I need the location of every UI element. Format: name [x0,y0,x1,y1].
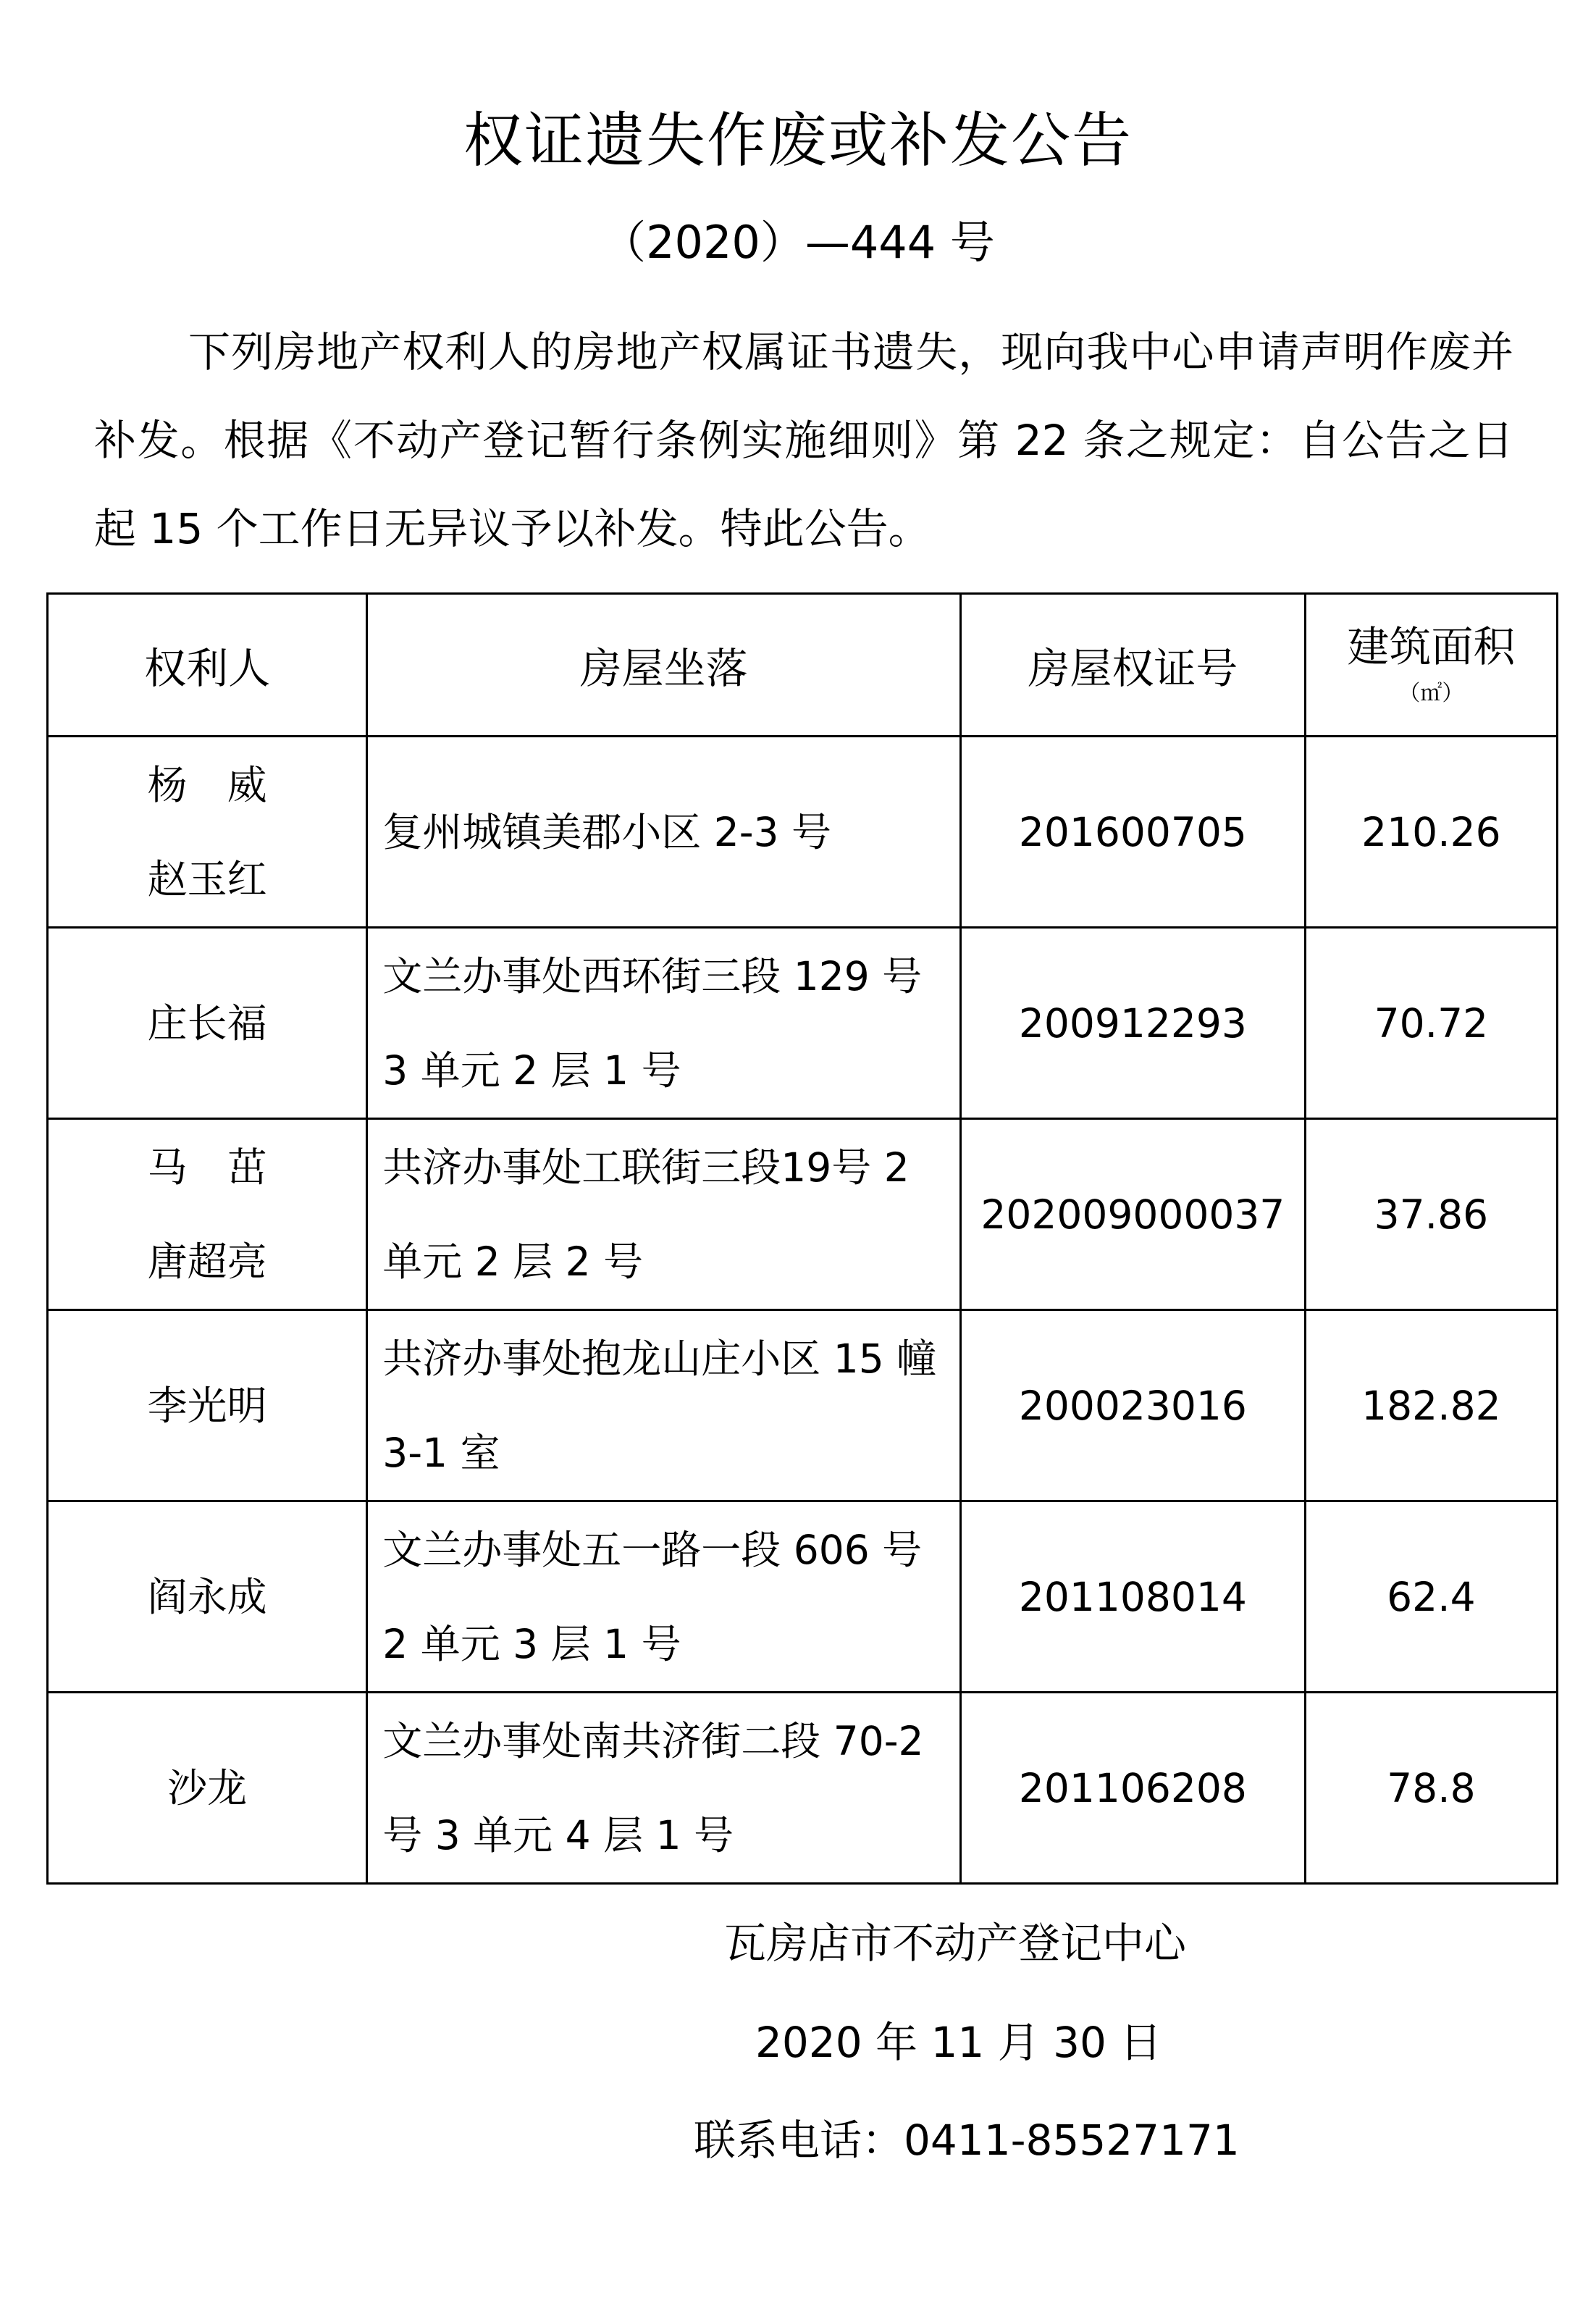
header-owner: 权利人 [48,594,367,737]
header-area-label: 建筑面积 [1347,622,1516,671]
table-row [48,928,1558,1119]
owner-name: 李光明 [147,1382,267,1429]
owner-name: 阎永成 [147,1573,267,1620]
address-cell: 文兰办事处西环街三段 129 号 3 单元 2 层 1 号 [367,928,961,1119]
table-row [48,737,1558,928]
page-title: 权证遗失作废或补发公告 [463,106,1133,175]
area-cell: 78.8 [1305,1693,1557,1884]
document-number: （2020）—444 号 [601,216,995,269]
header-area-unit: （㎡） [1398,681,1464,706]
owner-name: 马 茁 [147,1144,267,1191]
area-cell: 70.72 [1305,928,1557,1119]
cert-no-cell: 201600705 [960,737,1305,928]
table-row [48,1310,1558,1501]
cert-no-cell: 201106208 [960,1693,1305,1884]
area-cell: 210.26 [1305,737,1557,928]
address-cell: 共济办事处工联街三段19号 2 单元 2 层 2 号 [367,1119,961,1310]
issuing-organization: 瓦房店市不动产登记中心 [724,1919,1187,1968]
issue-date: 2020 年 11 月 30 日 [755,2018,1162,2067]
cert-no-cell: 200912293 [960,928,1305,1119]
address-cell: 复州城镇美郡小区 2-3 号 [367,737,961,928]
owner-name: 唐超亮 [147,1238,267,1285]
header-address: 房屋坐落 [367,594,961,737]
owner-name: 赵玉红 [147,855,267,902]
owner-cell [48,928,367,1119]
owner-name: 庄长福 [147,999,267,1047]
header-area [1305,594,1557,737]
intro-paragraph: 下列房地产权利人的房地产权属证书遗失，现向我中心申请声明作废并补发。根据《不动产登记暂行条例实施细则》第 22 条之规定：自公告之日起 15 个工作日无异议予以补发。特此公告。 [94,327,1513,553]
owner-cell [48,1119,367,1310]
lost-certificate-table [46,592,1558,1885]
table-row [48,1119,1558,1310]
owner-name: 沙龙 [167,1764,248,1811]
owner-cell [48,1310,367,1501]
cert-no-cell: 202009000037 [960,1119,1305,1310]
area-cell: 182.82 [1305,1310,1557,1501]
header-cert-no: 房屋权证号 [960,594,1305,737]
address-cell: 文兰办事处五一路一段 606 号 2 单元 3 层 1 号 [367,1501,961,1693]
cert-no-cell: 201108014 [960,1501,1305,1693]
address-cell: 共济办事处抱龙山庄小区 15 幢 3-1 室 [367,1310,961,1501]
table-row [48,1693,1558,1884]
cert-no-cell: 200023016 [960,1310,1305,1501]
area-cell: 37.86 [1305,1119,1557,1310]
owner-cell [48,1501,367,1693]
owner-name: 杨 威 [147,761,267,808]
area-cell: 62.4 [1305,1501,1557,1693]
table-row [48,1501,1558,1693]
owner-cell [48,1693,367,1884]
contact-phone: 联系电话：0411-85527171 [694,2116,1240,2165]
owner-cell [48,737,367,928]
table-header-row [48,594,1558,737]
address-cell: 文兰办事处南共济街二段 70-2 号 3 单元 4 层 1 号 [367,1693,961,1884]
